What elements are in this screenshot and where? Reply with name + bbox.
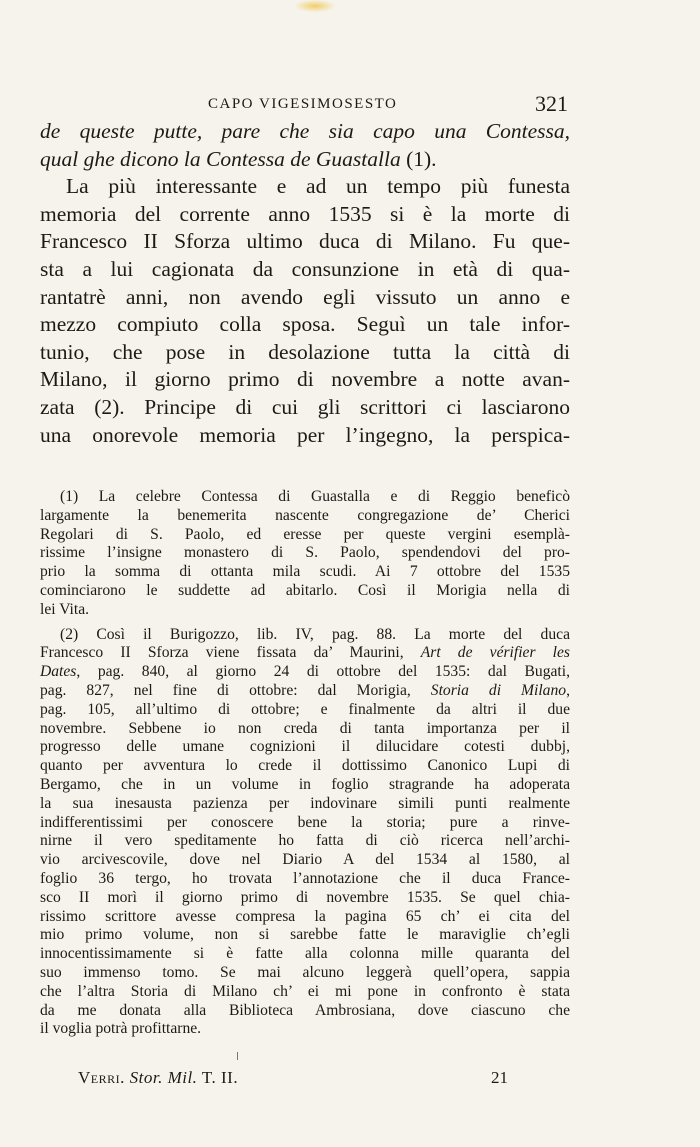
text-segment: tunio, che pose in desolazione tutta la città di: [40, 339, 570, 364]
text-segment: lei Vita.: [40, 600, 90, 618]
footnote-line: [40, 851, 570, 870]
signature-line: [78, 1068, 508, 1092]
footnote: [40, 626, 570, 1040]
text-segment: mezzo compiuto colla sposa. Seguì un tale infor-: [40, 312, 570, 337]
chapter-title: CAPO VIGESIMOSESTO: [208, 96, 398, 112]
text-segment: largamente la benemerita nascente congregazione de’ Cherici: [40, 506, 570, 524]
footnote-line: [40, 663, 570, 682]
running-head: [208, 93, 568, 117]
footnote-line: [40, 644, 570, 663]
footnote-line: [40, 563, 570, 582]
text-segment: (1) La celebre Contessa di Guastalla e di Reggio beneficò: [60, 488, 570, 505]
text-segment: la sua inesausta pazienza per indovinare simili punti realmente: [40, 794, 570, 812]
footnote-line: [40, 1020, 570, 1039]
text-segment: rantatrè anni, non avendo egli vissuto un anno e: [40, 284, 570, 309]
body-text-line: [40, 173, 570, 201]
body-text-line: [40, 311, 570, 339]
text-segment: Dates: [40, 663, 77, 681]
text-segment: zata (2). Principe di cui gli scrittori ci lasciarono: [40, 394, 570, 419]
main-text: [40, 118, 570, 449]
footnote-line: [40, 908, 570, 927]
text-segment: pag. 105, all’ultimo di ottobre; e finalmente da altri il due: [40, 700, 570, 718]
text-segment: che l’altra Storia di Milano ch’ ei mi pone in confronto è stata: [40, 982, 570, 1000]
footnote-line: [40, 964, 570, 983]
body-text-line: [40, 256, 570, 284]
footnotes: [40, 488, 570, 1039]
ink-stain: [295, 0, 335, 12]
text-segment: da me donata alla Biblioteca Ambrosiana, dove ciascuno che: [40, 1001, 570, 1019]
text-segment: una onorevole memoria per l’ingegno, la perspica-: [40, 422, 570, 447]
text-segment: vio arcivescovile, dove nel Diario A del 1534 al 1580, al: [40, 851, 570, 869]
signature-author: Verri.: [78, 1068, 125, 1087]
text-segment: rissimo scrittore avesse compresa la pagina 65 ch’ ei cita del: [40, 907, 570, 925]
body-text-line: [40, 394, 570, 422]
text-segment: sta a lui cagionata da consunzione in età di qua-: [40, 256, 570, 281]
footnote-line: [40, 889, 570, 908]
footnote-line: [40, 945, 570, 964]
footnote-line: [40, 601, 570, 620]
body-text-line: [40, 146, 570, 174]
printer-mark: [237, 1052, 238, 1060]
text-segment: indifferentissimi per conoscere bene la storia; pure a rinve-: [40, 813, 570, 831]
footnote-line: [40, 1002, 570, 1021]
text-segment: Milano, il giorno primo di novembre a notte avan-: [40, 367, 570, 392]
text-segment: (1).: [400, 146, 437, 171]
body-text-line: [40, 366, 570, 394]
text-segment: Francesco II Sforza viene fissata da’ Maurini,: [40, 644, 421, 662]
text-segment: nirne il vero speditamente ho fatta di ciò ricerca nell’archi-: [40, 832, 570, 850]
footnote-line: [40, 795, 570, 814]
text-segment: novembre. Sebbene io non creda di tanta importanza per il: [40, 719, 570, 737]
text-segment: Francesco II Sforza ultimo duca di Milano. Fu que-: [40, 229, 570, 254]
footnote-line: [40, 776, 570, 795]
footnote-line: [40, 544, 570, 563]
footnote-line: [40, 626, 570, 645]
text-segment: Regolari di S. Paolo, ed eresse per queste vergini esemplà-: [40, 525, 570, 543]
text-segment: La più interessante e ad un tempo più funesta: [66, 174, 570, 199]
body-text-line: [40, 284, 570, 312]
footnote-line: [40, 926, 570, 945]
text-segment: Bergamo, che in un volume in foglio stragrande ha adoperata: [40, 775, 570, 793]
text-segment: cominciarono le suddette ad abitarlo. Così il Morigia nella di: [40, 581, 570, 599]
footnote-line: [40, 582, 570, 601]
footnote-line: [40, 870, 570, 889]
text-segment: suo immenso tomo. Se mai alcuno leggerà quell’opera, sappia: [40, 963, 570, 981]
footnote-line: [40, 507, 570, 526]
text-segment: rissime l’insigne monastero di S. Paolo, spendendovi del pro-: [40, 544, 570, 562]
text-segment: sco II morì il giorno primo di novembre 1535. Se quel chia-: [40, 888, 570, 906]
text-segment: quanto per avventura lo crede il dottissimo Canonico Lupi di: [40, 757, 570, 775]
footnote-line: [40, 983, 570, 1002]
body-text-line: [40, 201, 570, 229]
body-text-line: [40, 422, 570, 450]
text-segment: pag. 827, nel fine di ottobre: dal Morigia,: [40, 681, 431, 699]
body-text-line: [40, 339, 570, 367]
text-segment: qual ghe dicono la Contessa de Guastalla: [40, 146, 401, 171]
signature-work: Stor. Mil.: [129, 1068, 198, 1087]
footnote-line: [40, 814, 570, 833]
text-segment: (2) Così il Burigozzo, lib. IV, pag. 88. La morte del duca: [60, 625, 570, 643]
footnote-line: [40, 720, 570, 739]
text-segment: memoria del corrente anno 1535 si è la morte di: [40, 201, 570, 226]
text-segment: prio la somma di ottanta mila scudi. Ai 7 ottobre del 1535: [40, 563, 570, 581]
text-segment: mio primo volume, non si sarebbe fatte le maraviglie ch’egli: [40, 926, 570, 944]
text-segment: , pag. 840, al giorno 24 di ottobre del 1535: dal Bugati,: [76, 663, 570, 681]
body-text-line: [40, 118, 570, 146]
body-text-line: [40, 228, 570, 256]
text-segment: innocentissimamente si è fatte alla colonna mille quaranta del: [40, 945, 570, 963]
text-segment: il voglia potrà profittarne.: [40, 1020, 202, 1038]
footnote-line: [40, 832, 570, 851]
text-segment: ,: [566, 681, 570, 699]
footnote-line: [40, 701, 570, 720]
text-segment: foglio 36 tergo, ho trovata l’annotazione che il duca France-: [40, 869, 570, 887]
footnote-line: [40, 682, 570, 701]
text-segment: Storia di Milano: [430, 681, 567, 699]
gathering-number: 21: [491, 1068, 508, 1087]
footnote-line: [40, 526, 570, 545]
footnote-line: [40, 488, 570, 507]
footnote-line: [40, 757, 570, 776]
text-segment: de queste putte, pare che sia capo una Contessa,: [40, 119, 570, 143]
signature-volume: T. II.: [201, 1068, 239, 1087]
signature-title: [78, 1068, 238, 1088]
page-number: 321: [535, 91, 568, 116]
text-segment: Art de vérifier les: [420, 644, 570, 662]
text-segment: progresso delle umane cognizioni il dilucidare cotesti dubbj,: [40, 738, 570, 756]
footnote: [40, 488, 570, 620]
footnote-line: [40, 738, 570, 757]
